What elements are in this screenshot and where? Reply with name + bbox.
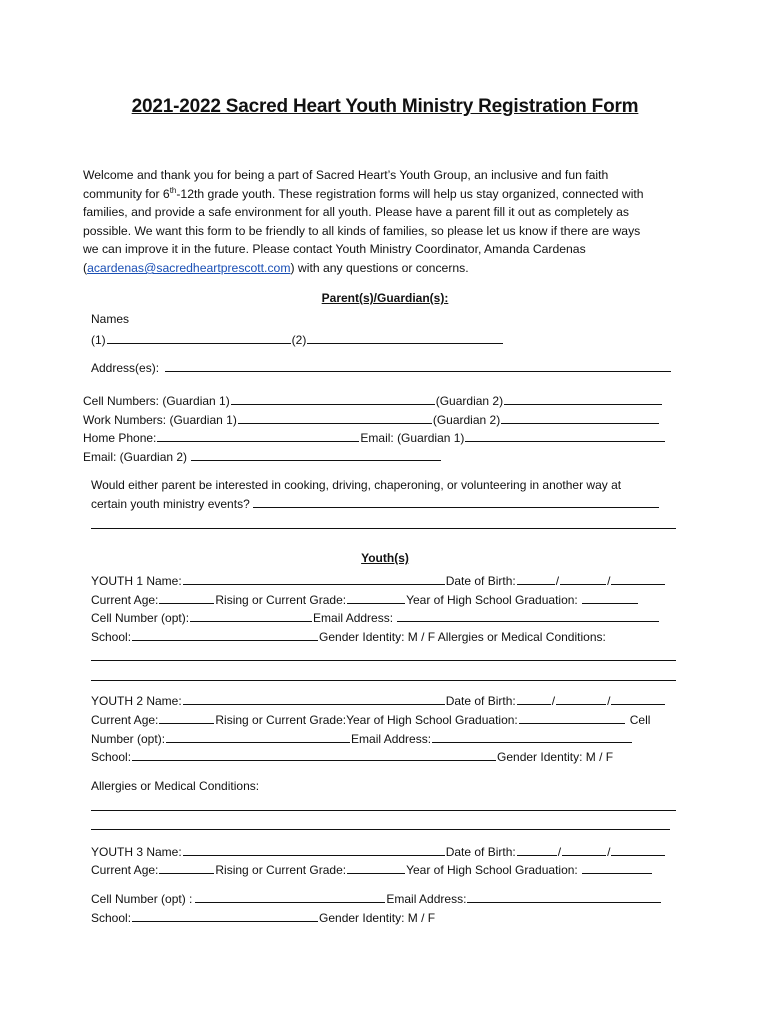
youth1-gender-allergy-label: Gender Identity: M / F Allergies or Medical Conditions: <box>319 630 606 644</box>
email-g2-row <box>83 448 442 465</box>
youth2-allergy-line-1[interactable] <box>91 810 676 811</box>
email-g1-label: Email: (Guardian 1) <box>360 431 465 445</box>
paren-open: ( <box>83 260 88 275</box>
youth2-school-row <box>91 748 613 765</box>
youth1-email-field[interactable] <box>397 609 659 622</box>
youth2-cell-label-b: Number (opt): <box>91 732 166 746</box>
youth2-name-row <box>91 692 666 709</box>
youth2-dob-slash2: / <box>607 694 611 708</box>
intro-line-5: we can improve it in the future. Please contact Youth Ministry Coordinator, Amanda Cardenas <box>83 242 586 257</box>
youth3-school-label: School: <box>91 911 132 925</box>
youth3-gender-label: Gender Identity: M / F <box>319 911 436 925</box>
cell-numbers-row <box>83 392 663 409</box>
youth3-grad-field[interactable] <box>582 861 652 874</box>
youth3-dob-day[interactable] <box>562 843 606 856</box>
cell-g2-field[interactable] <box>504 392 662 405</box>
youth1-age-row <box>91 591 639 608</box>
youth1-name-field[interactable] <box>183 572 445 585</box>
address-field[interactable] <box>165 359 671 372</box>
youth3-school-row <box>91 909 435 926</box>
intro-paragraph <box>83 166 683 278</box>
guardian1-name-field[interactable] <box>107 331 291 344</box>
youth3-dob-month[interactable] <box>517 843 557 856</box>
youth2-age-field[interactable] <box>159 711 214 724</box>
youth1-dob-month[interactable] <box>517 572 555 585</box>
volunteer-answer-line[interactable] <box>91 528 676 529</box>
intro-line-2b: -12th grade youth. These registration forms will help us stay organized, connected with <box>176 186 644 201</box>
youth3-email-label: Email Address: <box>386 892 467 906</box>
home-phone-field[interactable] <box>157 429 359 442</box>
youth3-grade-label: Rising or Current Grade: <box>215 863 347 877</box>
youth3-dob-label: Date of Birth: <box>445 845 516 859</box>
youth3-dob-slash2: / <box>607 845 611 859</box>
cell-g1-label: Cell Numbers: (Guardian 1) <box>83 394 230 408</box>
youth1-dob-day[interactable] <box>560 572 606 585</box>
coordinator-email-link[interactable]: acardenas@sacredheartprescott.com <box>87 260 291 275</box>
home-phone-row <box>83 429 666 446</box>
intro-line-6-tail: ) with any questions or concerns. <box>290 260 469 275</box>
youth3-name-row <box>91 843 666 860</box>
youth1-grade-field[interactable] <box>347 591 405 604</box>
youth3-cell-row <box>91 890 662 907</box>
youth1-allergy-line-1[interactable] <box>91 660 676 661</box>
youth1-allergy-line-2[interactable] <box>91 680 676 681</box>
youth2-dob-year[interactable] <box>611 692 665 705</box>
guardian2-name-field[interactable] <box>307 331 503 344</box>
work-g2-label: (Guardian 2) <box>432 413 501 427</box>
cell-g2-label: (Guardian 2) <box>435 394 504 408</box>
volunteer-question-line1: Would either parent be interested in cooking, driving, chaperoning, or volunteering in another way at <box>91 478 622 492</box>
youth2-name-label: YOUTH 2 Name: <box>91 694 182 708</box>
youth1-cell-row <box>91 609 660 626</box>
youth1-school-row <box>91 628 606 645</box>
address-label: Address(es): <box>91 361 160 375</box>
youth2-dob-slash1: / <box>551 694 556 708</box>
address-row <box>91 359 672 376</box>
youth1-grad-label: Year of High School Graduation: <box>406 593 578 607</box>
youth2-allergy-line-2[interactable] <box>91 829 670 830</box>
youth2-dob-label: Date of Birth: <box>445 694 516 708</box>
parents-heading: Parent(s)/Guardian(s): <box>321 291 449 305</box>
youth2-email-field[interactable] <box>432 730 632 743</box>
work-g1-label: Work Numbers: (Guardian 1) <box>83 413 237 427</box>
name1-label: (1) <box>91 333 106 347</box>
form-title: 2021-2022 Sacred Heart Youth Ministry Registration Form <box>131 96 639 117</box>
youth1-cell-label: Cell Number (opt): <box>91 611 190 625</box>
youth2-age-label: Current Age: <box>91 713 159 727</box>
youth2-cell-row <box>91 730 633 747</box>
youth3-dob-year[interactable] <box>611 843 665 856</box>
youth3-grade-field[interactable] <box>347 861 405 874</box>
youth3-name-field[interactable] <box>183 843 445 856</box>
youth2-name-field[interactable] <box>183 692 445 705</box>
youth1-dob-label: Date of Birth: <box>445 574 516 588</box>
youth3-grad-label: Year of High School Graduation: <box>406 863 578 877</box>
youth2-dob-month[interactable] <box>517 692 551 705</box>
intro-line-2 <box>83 185 683 204</box>
youth3-dob-slash1: / <box>557 845 562 859</box>
volunteer-question-line2 <box>91 495 660 512</box>
youth1-dob-slash2: / <box>607 574 611 588</box>
intro-superscript: th <box>169 185 177 195</box>
youth2-school-label: School: <box>91 750 132 764</box>
youth2-grad-label: Year of High School Graduation: <box>346 713 518 727</box>
intro-line-3: families, and provide a safe environment for all youth. Please have a parent fill it out as completely as <box>83 205 630 220</box>
names-label: Names <box>91 312 130 326</box>
work-g1-field[interactable] <box>238 411 432 424</box>
names-row <box>91 331 504 348</box>
youth2-allergy-label: Allergies or Medical Conditions: <box>91 779 260 793</box>
youth1-email-label: Email Address: <box>313 611 394 625</box>
intro-line-6 <box>83 259 683 278</box>
youth3-email-field[interactable] <box>467 890 661 903</box>
work-g2-field[interactable] <box>501 411 659 424</box>
youth-heading: Youth(s) <box>361 551 409 565</box>
youth2-grad-field[interactable] <box>519 711 625 724</box>
youth2-gender-label: Gender Identity: M / F <box>497 750 614 764</box>
intro-line-4: possible. We want this form to be friendly to all kinds of families, so please let us know if there are ways <box>83 223 641 238</box>
intro-line-2a: community for 6 <box>83 186 170 201</box>
volunteer-answer-field[interactable] <box>253 495 659 508</box>
volunteer-question-label: certain youth ministry events? <box>91 497 250 511</box>
youth3-cell-field[interactable] <box>195 890 385 903</box>
youth1-school-label: School: <box>91 630 132 644</box>
youth3-age-row <box>91 861 653 878</box>
intro-line-1: Welcome and thank you for being a part of Sacred Heart’s Youth Group, an inclusive and fun faith <box>83 168 609 182</box>
email-g2-label: Email: (Guardian 2) <box>83 450 188 464</box>
youth1-age-field[interactable] <box>159 591 214 604</box>
youth2-grade-label: Rising or Current Grade: <box>215 713 347 727</box>
youth2-cell-field[interactable] <box>166 730 350 743</box>
youth3-school-field[interactable] <box>132 909 318 922</box>
youth1-name-row <box>91 572 666 589</box>
youth3-age-label: Current Age: <box>91 863 159 877</box>
home-phone-label: Home Phone: <box>83 431 157 445</box>
email-g2-field[interactable] <box>191 448 441 461</box>
youth2-email-label: Email Address: <box>351 732 432 746</box>
youth3-name-label: YOUTH 3 Name: <box>91 845 182 859</box>
youth3-age-field[interactable] <box>159 861 214 874</box>
work-numbers-row <box>83 411 660 428</box>
youth1-grad-field[interactable] <box>582 591 638 604</box>
youth2-dob-day[interactable] <box>556 692 606 705</box>
name2-label: (2) <box>291 333 307 347</box>
youth1-dob-year[interactable] <box>611 572 665 585</box>
youth2-cell-label-a: Cell <box>629 713 651 727</box>
youth2-age-row <box>91 711 650 728</box>
youth3-cell-label: Cell Number (opt) : <box>91 892 193 906</box>
youth2-school-field[interactable] <box>132 748 496 761</box>
youth1-dob-slash1: / <box>555 574 560 588</box>
youth1-name-label: YOUTH 1 Name: <box>91 574 182 588</box>
youth1-school-field[interactable] <box>132 628 318 641</box>
cell-g1-field[interactable] <box>231 392 435 405</box>
youth1-cell-field[interactable] <box>190 609 312 622</box>
email-g1-field[interactable] <box>465 429 665 442</box>
youth1-grade-label: Rising or Current Grade: <box>215 593 347 607</box>
youth1-age-label: Current Age: <box>91 593 159 607</box>
